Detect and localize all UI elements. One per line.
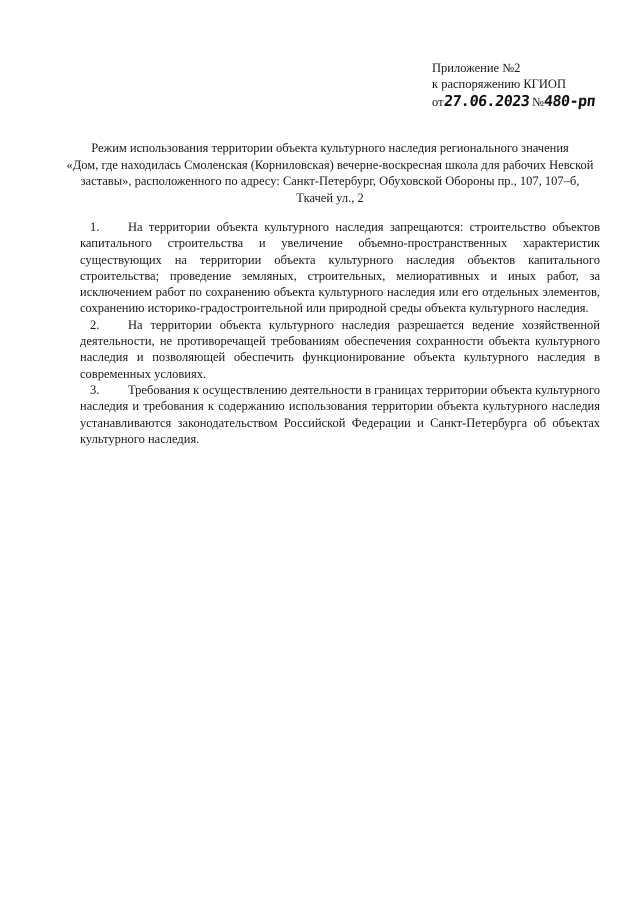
- paragraph-number: 3.: [90, 382, 100, 397]
- appendix-date-line: [432, 93, 595, 110]
- paragraph-text: Требования к осуществлению деятельности в границах территории объекта культурного наследия и требования к содержанию использования территории объекта культурного наследия устанавливаются законодательством Российской Федерации и Санкт-Петербурга об объектах культурного наследия.: [80, 382, 600, 446]
- date-prefix: от: [432, 95, 444, 109]
- document-body: [80, 219, 600, 447]
- paragraph-number: 2.: [90, 317, 100, 332]
- number-prefix: №: [532, 95, 544, 109]
- paragraph-text: На территории объекта культурного наследия разрешается ведение хозяйственной деятельности, не противоречащей требованиям обеспечения сохранности объекта культурного наследия и позволяющей обеспечить функционирование объекта культурного наследия в современных условиях.: [80, 317, 600, 381]
- title-line-4: Ткачей ул., 2: [296, 190, 364, 205]
- paragraph-text: На территории объекта культурного наследия запрещаются: строительство объектов капитального строительства и увеличение объемно-пространственных характеристик существующих на территории объекта культурного наследия объектов капитального строительства; проведение земляных, строительных, мелиоративных и иных работ, за исключением работ по сохранению объекта культурного наследия или его отдельных элементов, сохранению историко-градостроительной или природной среды объекта культурного наследия.: [80, 220, 600, 316]
- document-title: [60, 140, 600, 206]
- handwritten-number: 480-рп: [542, 92, 597, 110]
- appendix-reference: к распоряжению КГИОП: [432, 77, 566, 91]
- appendix-label: Приложение №2: [432, 61, 521, 75]
- paragraph-1: [80, 219, 600, 317]
- paragraph-3: [80, 382, 600, 447]
- title-line-3: заставы», расположенного по адресу: Санкт-Петербург, Обуховской Обороны пр., 107, 107–б,: [80, 174, 580, 188]
- handwritten-date: 27.06.2023: [442, 92, 530, 110]
- paragraph-2: [80, 317, 600, 382]
- title-line-1: Режим использования территории объекта культурного наследия регионального значения: [91, 141, 569, 155]
- appendix-header: [432, 60, 595, 109]
- title-line-2: «Дом, где находилась Смоленская (Корниловская) вечерне-воскресная школа для рабочих Невской: [66, 157, 594, 172]
- paragraph-number: 1.: [90, 220, 100, 234]
